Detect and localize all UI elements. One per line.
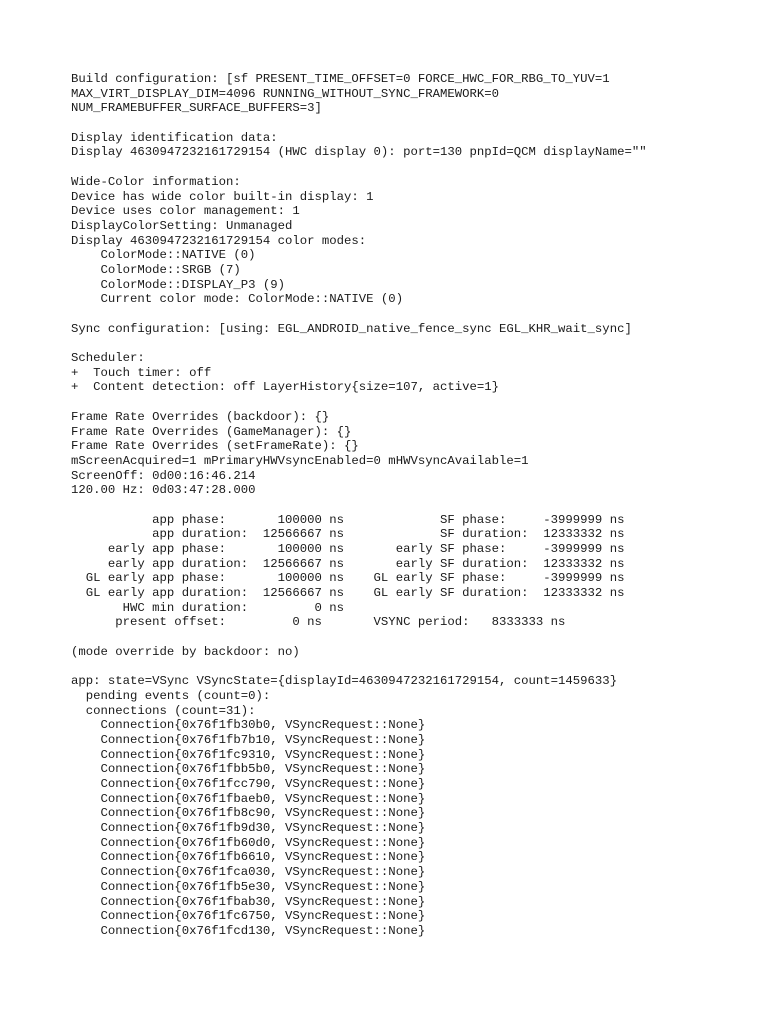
text-line: Wide-Color information: <box>71 174 241 189</box>
text-line: Scheduler: <box>71 351 145 366</box>
text-line: ColorMode::NATIVE (0) <box>71 248 256 263</box>
text-line: Connection{0x76f1fb7b10, VSyncRequest::None} <box>71 732 426 747</box>
text-line: Sync configuration: [using: EGL_ANDROID_native_fence_sync EGL_KHR_wait_sync] <box>71 321 632 336</box>
text-line: Connection{0x76f1fcd130, VSyncRequest::None} <box>71 923 426 938</box>
text-line: ScreenOff: 0d00:16:46.214 <box>71 468 256 483</box>
text-line: Display 4630947232161729154 color modes: <box>71 233 367 248</box>
text-line: Frame Rate Overrides (setFrameRate): {} <box>71 439 359 454</box>
text-line <box>71 498 761 513</box>
text-line: + Content detection: off LayerHistory{size=107, active=1} <box>71 380 500 395</box>
text-line: early app duration: 12566667 ns early SF duration: 12333332 ns <box>71 556 625 571</box>
text-line: Connection{0x76f1fb60d0, VSyncRequest::None} <box>71 835 426 850</box>
text-line: ColorMode::SRGB (7) <box>71 262 241 277</box>
text-line: app duration: 12566667 ns SF duration: 12333332 ns <box>71 527 625 542</box>
text-line: Device uses color management: 1 <box>71 204 300 219</box>
text-line: Frame Rate Overrides (backdoor): {} <box>71 409 330 424</box>
text-line <box>71 395 761 410</box>
text-line: (mode override by backdoor: no) <box>71 644 300 659</box>
text-line: app phase: 100000 ns SF phase: -3999999 ns <box>71 512 625 527</box>
text-line: Connection{0x76f1fbb5b0, VSyncRequest::None} <box>71 762 426 777</box>
text-line: Connection{0x76f1fca030, VSyncRequest::None} <box>71 865 426 880</box>
text-line: GL early app duration: 12566667 ns GL early SF duration: 12333332 ns <box>71 586 625 601</box>
text-line: app: state=VSync VSyncState={displayId=4630947232161729154, count=1459633} <box>71 674 618 689</box>
text-line: NUM_FRAMEBUFFER_SURFACE_BUFFERS=3] <box>71 101 322 116</box>
text-line: Connection{0x76f1fb30b0, VSyncRequest::None} <box>71 718 426 733</box>
text-line: connections (count=31): <box>71 703 256 718</box>
text-line: 120.00 Hz: 0d03:47:28.000 <box>71 483 256 498</box>
text-line: Connection{0x76f1fc6750, VSyncRequest::None} <box>71 909 426 924</box>
dumpsys-text-document <box>71 72 761 939</box>
document-lines <box>71 72 761 939</box>
text-line: Frame Rate Overrides (GameManager): {} <box>71 424 352 439</box>
text-line: Connection{0x76f1fb8c90, VSyncRequest::None} <box>71 806 426 821</box>
text-line: mScreenAcquired=1 mPrimaryHWVsyncEnabled=0 mHWVsyncAvailable=1 <box>71 453 529 468</box>
text-line <box>71 630 761 645</box>
text-line: Connection{0x76f1fc9310, VSyncRequest::None} <box>71 747 426 762</box>
text-line: early app phase: 100000 ns early SF phase: -3999999 ns <box>71 542 625 556</box>
text-line: Device has wide color built-in display: 1 <box>71 189 374 204</box>
text-line: ColorMode::DISPLAY_P3 (9) <box>71 277 286 292</box>
text-line: present offset: 0 ns VSYNC period: 8333333 ns <box>71 615 566 630</box>
text-line <box>71 660 761 675</box>
text-line: Connection{0x76f1fcc790, VSyncRequest::None} <box>71 777 426 791</box>
text-line: pending events (count=0): <box>71 688 271 703</box>
text-line <box>71 160 761 175</box>
text-line: DisplayColorSetting: Unmanaged <box>71 218 293 233</box>
text-line <box>71 336 761 351</box>
text-line: Build configuration: [sf PRESENT_TIME_OFFSET=0 FORCE_HWC_FOR_RBG_TO_YUV=1 <box>71 72 610 86</box>
text-line: Connection{0x76f1fb9d30, VSyncRequest::None} <box>71 821 426 836</box>
text-line: Connection{0x76f1fbaeb0, VSyncRequest::None} <box>71 791 426 806</box>
text-line: Connection{0x76f1fb5e30, VSyncRequest::None} <box>71 879 426 894</box>
text-line: Connection{0x76f1fbab30, VSyncRequest::None} <box>71 894 426 909</box>
text-line: Current color mode: ColorMode::NATIVE (0) <box>71 292 404 307</box>
text-line: + Touch timer: off <box>71 365 212 380</box>
text-line: Display 4630947232161729154 (HWC display 0): port=130 pnpId=QCM displayName="" <box>71 145 647 160</box>
text-line: Connection{0x76f1fb6610, VSyncRequest::None} <box>71 850 426 865</box>
text-line: HWC min duration: 0 ns <box>71 600 345 615</box>
text-line: GL early app phase: 100000 ns GL early SF phase: -3999999 ns <box>71 571 625 586</box>
text-line <box>71 307 761 322</box>
text-line: Display identification data: <box>71 130 278 145</box>
text-line <box>71 116 761 131</box>
text-line: MAX_VIRT_DISPLAY_DIM=4096 RUNNING_WITHOUT_SYNC_FRAMEWORK=0 <box>71 86 500 101</box>
